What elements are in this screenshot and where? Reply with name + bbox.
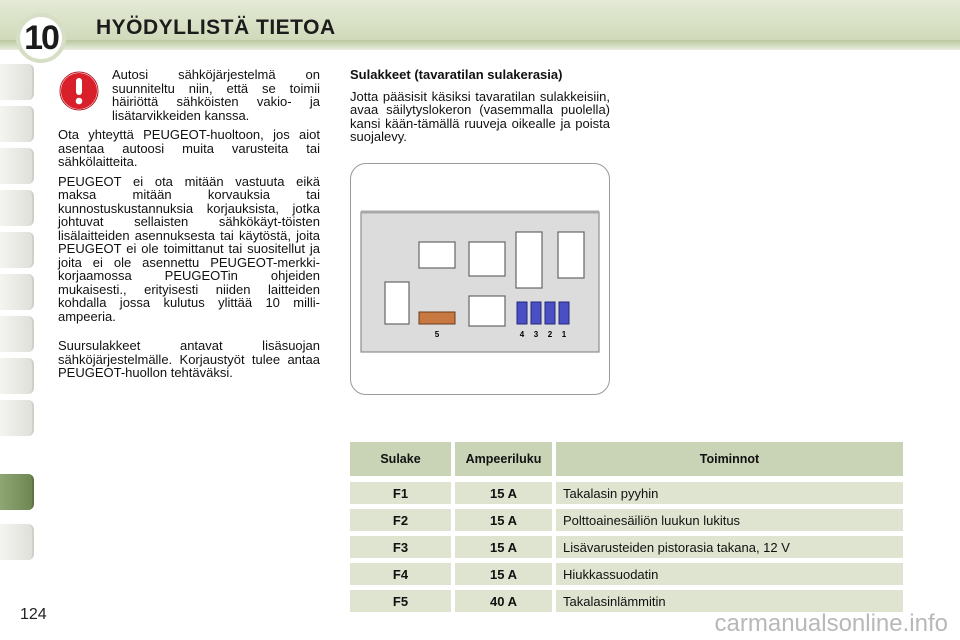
chapter-tabs	[0, 64, 34, 574]
fuse-1	[559, 302, 569, 324]
chapter-tab[interactable]	[0, 190, 34, 226]
fuse-label: 1	[561, 330, 567, 339]
fuse-slot	[419, 242, 455, 268]
fuse-5	[419, 312, 455, 324]
function-cell: Hiukkassuodatin	[556, 563, 903, 585]
chapter-tab[interactable]	[0, 148, 34, 184]
chapter-number-badge: 10	[16, 13, 66, 63]
fuse-cell: F5	[350, 590, 451, 612]
right-column	[350, 68, 610, 150]
table-row	[350, 482, 903, 504]
page-title: HYÖDYLLISTÄ TIETOA	[96, 16, 336, 39]
fuse-label: 2	[547, 330, 553, 339]
paragraph: Ota yhteyttä PEUGEOT-huoltoon, jos aiot asentaa autoosi muita varusteita tai sähkölaitteita.	[58, 127, 320, 169]
column-header-fuse: Sulake	[350, 442, 451, 476]
left-column	[58, 68, 320, 386]
function-cell: Lisävarusteiden pistorasia takana, 12 V	[556, 536, 903, 558]
fuse-cell: F4	[350, 563, 451, 585]
paragraph: Suursulakkeet antavat lisäsuojan sähköjärjestelmälle. Korjaustyöt tulee antaa PEUGEOT-huollon tehtäväksi.	[58, 338, 320, 380]
fuse-2	[545, 302, 555, 324]
function-cell: Polttoainesäiliön luukun lukitus	[556, 509, 903, 531]
table-row	[350, 590, 903, 612]
chapter-tab[interactable]	[0, 358, 34, 394]
fuse-slot	[469, 296, 505, 326]
fuse-slot	[558, 232, 584, 278]
fuse-box-figure	[350, 163, 610, 395]
chapter-tab[interactable]	[0, 524, 34, 560]
chapter-tab-active[interactable]	[0, 474, 34, 510]
chapter-tab[interactable]	[0, 64, 34, 100]
paragraph: Jotta pääsisit käsiksi tavaratilan sulakkeisiin, avaa säilytyslokeron (vasemmalla puolella) kansi kään-tämällä ruuveja oikealle ja poista suojalevy.	[350, 88, 610, 144]
fuse-cell: F3	[350, 536, 451, 558]
amps-cell: 15 A	[455, 536, 552, 558]
amps-cell: 15 A	[455, 563, 552, 585]
header-stripe	[0, 40, 960, 50]
function-cell: Takalasin pyyhin	[556, 482, 903, 504]
chapter-tab[interactable]	[0, 232, 34, 268]
chapter-tab[interactable]	[0, 400, 34, 436]
column-header-amperage: Ampeeriluku	[455, 442, 552, 476]
fuse-4	[517, 302, 527, 324]
page-number: 124	[20, 606, 47, 623]
fuse-cell: F1	[350, 482, 451, 504]
table-header-row	[350, 442, 903, 476]
amps-cell: 40 A	[455, 590, 552, 612]
table-row	[350, 509, 903, 531]
fuse-slot	[469, 242, 505, 276]
amps-cell: 15 A	[455, 482, 552, 504]
fuse-slot	[385, 282, 409, 324]
table-row	[350, 563, 903, 585]
warning-text: Autosi sähköjärjestelmä on suunniteltu niin, että se toimii häiriöttä sähköisten vakio- ja lisätarvikkeiden kanssa.	[112, 67, 320, 123]
fuse-table	[350, 442, 903, 617]
fuse-label: 3	[533, 330, 539, 339]
fuse-label: 4	[519, 330, 525, 339]
fuse-slot	[516, 232, 542, 288]
chapter-tab[interactable]	[0, 106, 34, 142]
chapter-tab[interactable]	[0, 316, 34, 352]
function-cell: Takalasinlämmitin	[556, 590, 903, 612]
fuse-cell: F2	[350, 509, 451, 531]
column-header-functions: Toiminnot	[556, 442, 903, 476]
paragraph: PEUGEOT ei ota mitään vastuuta eikä maksa mitään korvauksia tai kunnostuskustannuksia korjauksista, jotka johtuvat sellaisten sähkökäyt-töisten lisälaitteiden asennuksesta tai käytöstä, joita PEUGEOT ei ole toimittanut tai suositellut ja joita ei ole asennettu PEUGEOT-merkki-korjaamossa PEUGEOTin ohjeiden mukaisesti., erityisesti niiden laitteiden kohdalla jossa kulutus ylittää 10 milli-ampeeria.	[58, 173, 320, 324]
fuse-box-diagram	[351, 164, 609, 394]
section-subheading: Sulakkeet (tavaratilan sulakerasia)	[350, 67, 563, 82]
chapter-tab[interactable]	[0, 274, 34, 310]
fuse-3	[531, 302, 541, 324]
table-row	[350, 536, 903, 558]
amps-cell: 15 A	[455, 509, 552, 531]
fuse-label: 5	[434, 330, 440, 339]
watermark: carmanualsonline.info	[714, 610, 948, 637]
